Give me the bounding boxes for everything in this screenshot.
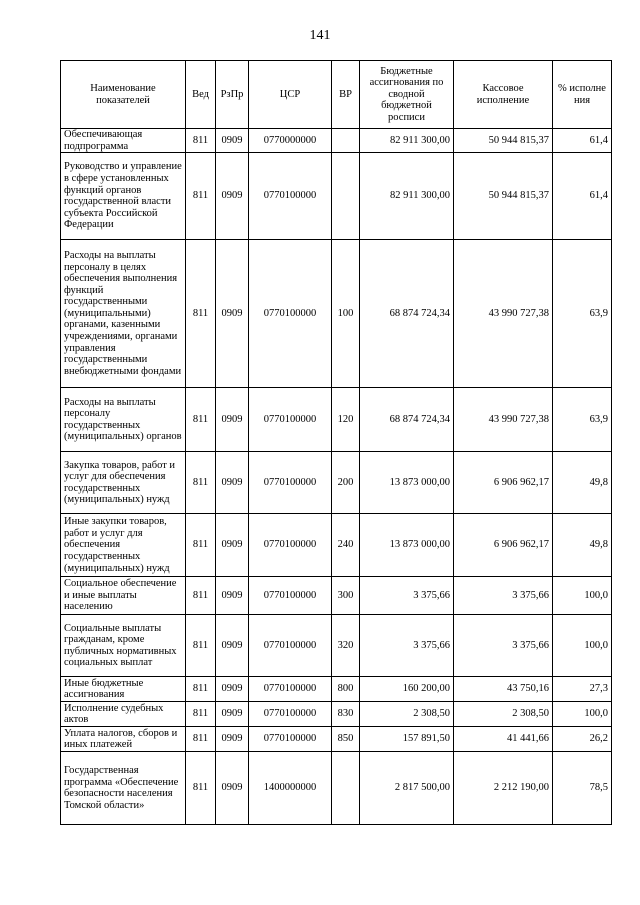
row-ved: 811 xyxy=(186,577,216,615)
header-name: Наименование показателей xyxy=(61,61,186,129)
table-row xyxy=(61,129,612,153)
table-header-row xyxy=(61,61,612,129)
row-assignments: 3 375,66 xyxy=(360,615,454,677)
row-rzpr: 0909 xyxy=(216,240,249,388)
row-percent: 100,0 xyxy=(553,615,612,677)
table-row xyxy=(61,577,612,615)
row-rzpr: 0909 xyxy=(216,577,249,615)
row-rzpr: 0909 xyxy=(216,615,249,677)
row-cash: 6 906 962,17 xyxy=(454,452,553,514)
page-number: 141 xyxy=(309,28,331,43)
header-execution-percent: % исполне ния xyxy=(553,61,612,129)
row-assignments: 13 873 000,00 xyxy=(360,452,454,514)
row-cash: 3 375,66 xyxy=(454,577,553,615)
row-ved: 811 xyxy=(186,702,216,727)
row-csr: 0770100000 xyxy=(249,702,332,727)
row-rzpr: 0909 xyxy=(216,129,249,153)
row-cash: 2 212 190,00 xyxy=(454,752,553,825)
row-percent: 63,9 xyxy=(553,240,612,388)
row-csr: 0770100000 xyxy=(249,240,332,388)
row-csr: 0770100000 xyxy=(249,388,332,452)
row-vr: 830 xyxy=(332,702,360,727)
row-name: Исполнение судебных актов xyxy=(61,702,186,727)
row-name: Иные закупки товаров, работ и услуг для обеспечения государственных (муниципальных) нужд xyxy=(61,514,186,577)
row-name: Руководство и управление в сфере установленных функций органов государственной власти субъекта Российской Федерации xyxy=(61,153,186,240)
row-cash: 6 906 962,17 xyxy=(454,514,553,577)
row-ved: 811 xyxy=(186,677,216,702)
table-row xyxy=(61,240,612,388)
row-assignments: 160 200,00 xyxy=(360,677,454,702)
row-assignments: 157 891,50 xyxy=(360,727,454,752)
row-csr: 0770100000 xyxy=(249,727,332,752)
row-ved: 811 xyxy=(186,452,216,514)
row-vr: 100 xyxy=(332,240,360,388)
row-rzpr: 0909 xyxy=(216,514,249,577)
row-percent: 78,5 xyxy=(553,752,612,825)
row-rzpr: 0909 xyxy=(216,153,249,240)
row-percent: 49,8 xyxy=(553,452,612,514)
row-cash: 41 441,66 xyxy=(454,727,553,752)
row-assignments: 3 375,66 xyxy=(360,577,454,615)
row-vr xyxy=(332,153,360,240)
table-row xyxy=(61,153,612,240)
row-percent: 100,0 xyxy=(553,577,612,615)
row-rzpr: 0909 xyxy=(216,702,249,727)
table-row xyxy=(61,727,612,752)
row-name: Расходы на выплаты персоналу в целях обеспечения выполнения функций государственными (муниципальными) органами, казенными учреждениями, органами управления государственными внебюджетными фондами xyxy=(61,240,186,388)
header-csr: ЦСР xyxy=(249,61,332,129)
table-row xyxy=(61,452,612,514)
row-ved: 811 xyxy=(186,727,216,752)
row-name: Социальные выплаты гражданам, кроме публичных нормативных социальных выплат xyxy=(61,615,186,677)
row-csr: 0770100000 xyxy=(249,514,332,577)
row-ved: 811 xyxy=(186,388,216,452)
row-vr xyxy=(332,129,360,153)
row-vr xyxy=(332,752,360,825)
row-cash: 3 375,66 xyxy=(454,615,553,677)
row-rzpr: 0909 xyxy=(216,727,249,752)
row-percent: 27,3 xyxy=(553,677,612,702)
row-name: Расходы на выплаты персоналу государственных (муниципальных) органов xyxy=(61,388,186,452)
table-row xyxy=(61,514,612,577)
row-vr: 850 xyxy=(332,727,360,752)
row-assignments: 82 911 300,00 xyxy=(360,153,454,240)
row-vr: 300 xyxy=(332,577,360,615)
row-cash: 50 944 815,37 xyxy=(454,153,553,240)
table-row xyxy=(61,615,612,677)
row-assignments: 13 873 000,00 xyxy=(360,514,454,577)
row-cash: 2 308,50 xyxy=(454,702,553,727)
row-csr: 0770100000 xyxy=(249,615,332,677)
budget-table xyxy=(60,60,612,825)
row-ved: 811 xyxy=(186,240,216,388)
row-name: Социальное обеспечение и иные выплаты населению xyxy=(61,577,186,615)
row-cash: 50 944 815,37 xyxy=(454,129,553,153)
table-row xyxy=(61,677,612,702)
header-vr: ВР xyxy=(332,61,360,129)
row-cash: 43 990 727,38 xyxy=(454,240,553,388)
row-rzpr: 0909 xyxy=(216,677,249,702)
row-assignments: 68 874 724,34 xyxy=(360,240,454,388)
row-csr: 0770100000 xyxy=(249,153,332,240)
row-ved: 811 xyxy=(186,514,216,577)
header-assignments: Бюджетные ассигнования по сводной бюджетной росписи xyxy=(360,61,454,129)
row-assignments: 82 911 300,00 xyxy=(360,129,454,153)
row-percent: 61,4 xyxy=(553,129,612,153)
row-ved: 811 xyxy=(186,129,216,153)
row-csr: 0770100000 xyxy=(249,677,332,702)
row-csr: 0770000000 xyxy=(249,129,332,153)
header-cash-execution: Кассовое исполнение xyxy=(454,61,553,129)
row-percent: 100,0 xyxy=(553,702,612,727)
row-rzpr: 0909 xyxy=(216,752,249,825)
row-cash: 43 750,16 xyxy=(454,677,553,702)
header-ved: Вед xyxy=(186,61,216,129)
row-cash: 43 990 727,38 xyxy=(454,388,553,452)
row-name: Уплата налогов, сборов и иных платежей xyxy=(61,727,186,752)
row-percent: 61,4 xyxy=(553,153,612,240)
row-assignments: 68 874 724,34 xyxy=(360,388,454,452)
row-csr: 1400000000 xyxy=(249,752,332,825)
row-percent: 63,9 xyxy=(553,388,612,452)
row-assignments: 2 308,50 xyxy=(360,702,454,727)
header-rzpr: РзПр xyxy=(216,61,249,129)
row-vr: 320 xyxy=(332,615,360,677)
row-vr: 240 xyxy=(332,514,360,577)
row-percent: 26,2 xyxy=(553,727,612,752)
row-name: Закупка товаров, работ и услуг для обеспечения государственных (муниципальных) нужд xyxy=(61,452,186,514)
row-name: Государственная программа «Обеспечение безопасности населения Томской области» xyxy=(61,752,186,825)
row-ved: 811 xyxy=(186,752,216,825)
row-vr: 800 xyxy=(332,677,360,702)
table-row xyxy=(61,388,612,452)
table-row xyxy=(61,702,612,727)
row-csr: 0770100000 xyxy=(249,577,332,615)
row-name: Обеспечивающая подпрограмма xyxy=(61,129,186,153)
row-csr: 0770100000 xyxy=(249,452,332,514)
row-name: Иные бюджетные ассигнования xyxy=(61,677,186,702)
row-rzpr: 0909 xyxy=(216,388,249,452)
row-ved: 811 xyxy=(186,153,216,240)
row-assignments: 2 817 500,00 xyxy=(360,752,454,825)
row-ved: 811 xyxy=(186,615,216,677)
row-rzpr: 0909 xyxy=(216,452,249,514)
row-vr: 200 xyxy=(332,452,360,514)
row-vr: 120 xyxy=(332,388,360,452)
row-percent: 49,8 xyxy=(553,514,612,577)
table-row xyxy=(61,752,612,825)
